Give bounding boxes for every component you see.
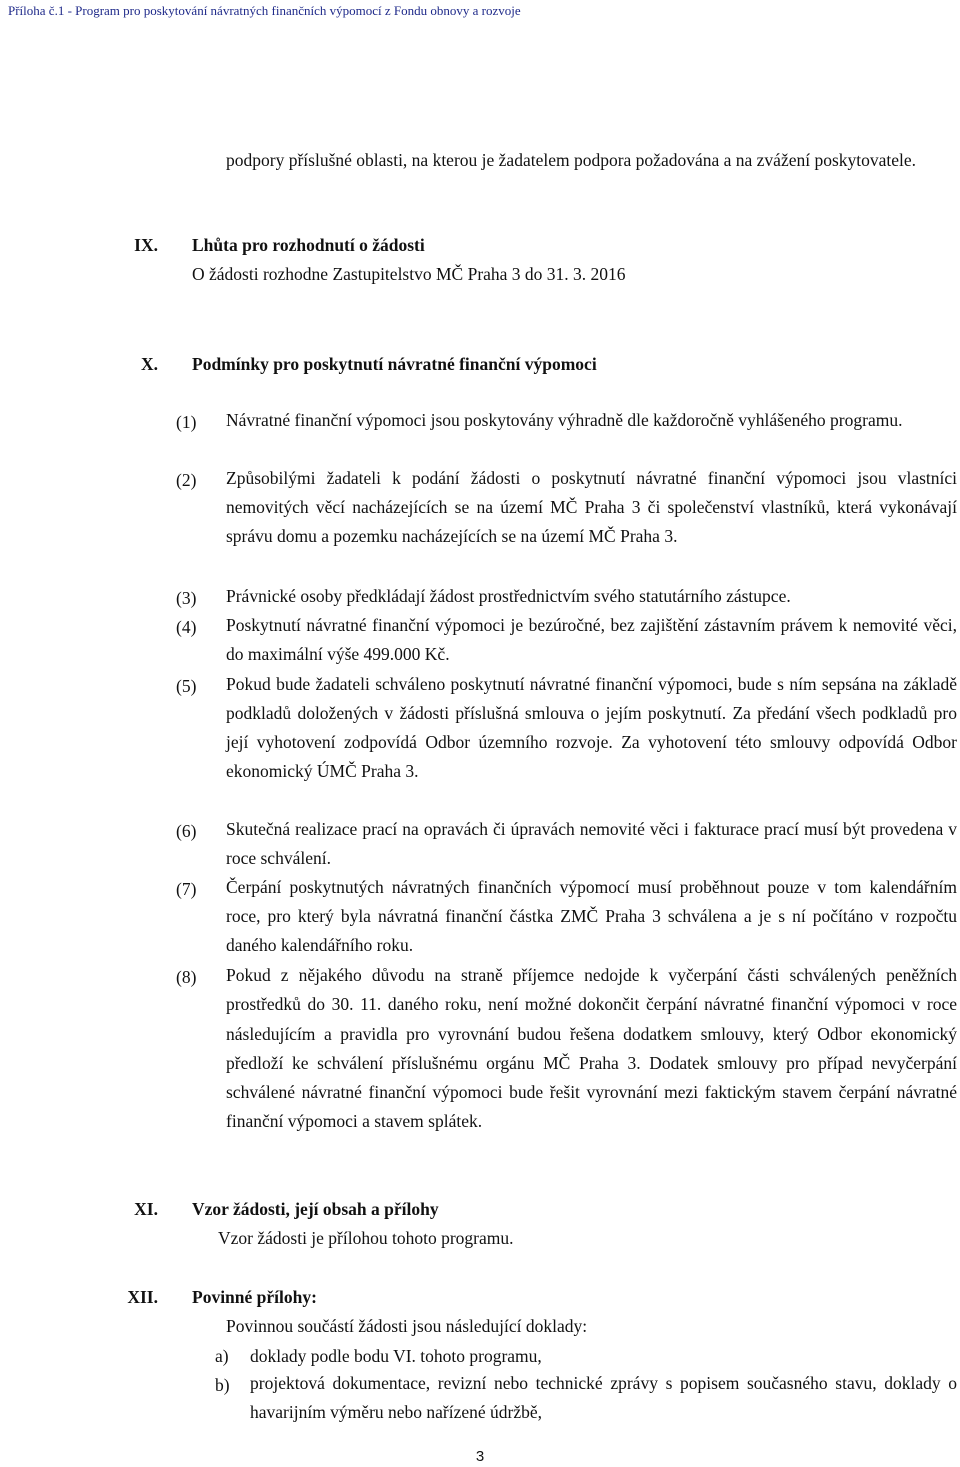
section-x-numeral: X.	[140, 354, 158, 374]
document-header: Příloha č.1 - Program pro poskytování návratných finančních výpomocí z Fondu obnovy a rozvoje	[8, 3, 521, 18]
page-number: 3	[475, 1448, 485, 1465]
item-number: (4)	[176, 617, 197, 637]
section-xi-text: Vzor žádosti je přílohou tohoto programu.	[218, 1228, 514, 1248]
attachment-label: a)	[215, 1346, 229, 1366]
section-x-title: Podmínky pro poskytnutí návratné finanční výpomoci	[192, 354, 597, 374]
attachment-item: projektová dokumentace, revizní nebo technické zprávy s popisem současného stavu, doklady o havarijním výměru nebo nařízené údržbě,	[250, 1373, 957, 1422]
attachment-label: b)	[215, 1375, 230, 1395]
intro-paragraph: podpory příslušné oblasti, na kterou je žadatelem podpora požadována a na zvážení poskytovatele.	[226, 150, 917, 170]
section-xi-numeral: XI.	[134, 1199, 158, 1219]
condition-item: Poskytnutí návratné finanční výpomoci je bezúročné, bez zajištění zástavním právem k nemovité věci, do maximální výše 499.000 Kč.	[226, 615, 957, 664]
condition-item: Čerpání poskytnutých návratných finančních výpomocí musí proběhnout pouze v tom kalendářním roce, pro který byla návratná finanční částka ZMČ Praha 3 schválena a je s ní počítáno v rozpočtu daného kalendářního roku.	[226, 877, 957, 955]
section-xi-title: Vzor žádosti, její obsah a přílohy	[192, 1199, 439, 1219]
item-number: (3)	[176, 588, 197, 608]
condition-item: Návratné finanční výpomoci jsou poskytovány výhradně dle každoročně vyhlášeného programu.	[226, 410, 903, 430]
section-xii-title: Povinné přílohy:	[192, 1287, 317, 1307]
section-ix-numeral: IX.	[134, 235, 158, 255]
item-number: (7)	[176, 879, 197, 899]
condition-item: Pokud bude žadateli schváleno poskytnutí návratné finanční výpomoci, bude s ním sepsána na základě podkladů doložených v žádosti příslušná smlouva o jejím poskytnutí. Za předání všech podkladů pro její vyhotovení zodpovídá Odbor územního rozvoje. Za vyhotovení této smlouvy odpovídá Odbor ekonomický ÚMČ Praha 3.	[226, 674, 957, 781]
condition-item: Způsobilými žadateli k podání žádosti o poskytnutí návratné finanční výpomoci jsou vlastníci nemovitých věcí nacházejících se na území MČ Praha 3 či společenství vlastníků, která vykonávají správu domu a pozemku nacházejících se na území MČ Praha 3.	[226, 468, 957, 546]
section-xii-numeral: XII.	[127, 1287, 158, 1307]
section-ix-title: Lhůta pro rozhodnutí o žádosti	[192, 235, 425, 255]
condition-item: Pokud z nějakého důvodu na straně příjemce nedojde k vyčerpání části schválených peněžních prostředků do 30. 11. daného roku, není možné dokončit čerpání návratné finanční výpomoci v roce následujícím a pravidla pro vyrovnání budou řešena dodatkem smlouvy, který Odbor ekonomický předloží ke schválení příslušnému orgánu MČ Praha 3. Dodatek smlouvy pro případ nevyčerpání schválené návratné finanční výpomoci bude řešit vyrovnání mezi faktickým stavem čerpání návratné finanční výpomoci a stavem splátek.	[226, 965, 957, 1132]
item-number: (8)	[176, 967, 197, 987]
item-number: (1)	[176, 412, 197, 432]
condition-item: Právnické osoby předkládají žádost prostřednictvím svého statutárního zástupce.	[226, 586, 791, 606]
condition-item: Skutečná realizace prací na opravách či úpravách nemovité věci i fakturace prací musí být provedena v roce schválení.	[226, 819, 957, 868]
attachment-item: doklady podle bodu VI. tohoto programu,	[250, 1346, 542, 1366]
item-number: (5)	[176, 676, 197, 696]
section-xii-text: Povinnou součástí žádosti jsou následující doklady:	[226, 1316, 588, 1336]
item-number: (2)	[176, 470, 197, 490]
item-number: (6)	[176, 821, 197, 841]
section-ix-text: O žádosti rozhodne Zastupitelstvo MČ Praha 3 do 31. 3. 2016	[192, 264, 626, 284]
